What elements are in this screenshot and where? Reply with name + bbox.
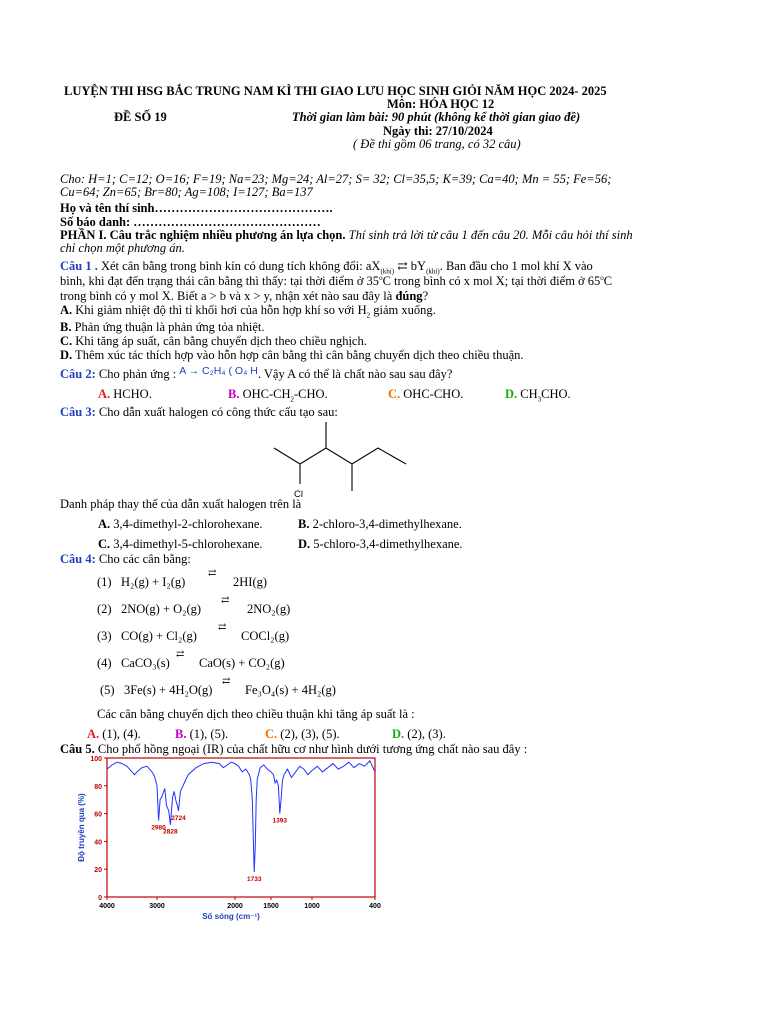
q4-equilibrium-4 bbox=[97, 656, 170, 671]
q1-optA-end: giảm xuống. bbox=[370, 303, 436, 317]
q2-optB-letter: B. bbox=[228, 387, 240, 401]
exam-date: Ngày thi: 27/10/2024 bbox=[383, 124, 493, 138]
q4-equilibrium-1 bbox=[97, 575, 185, 590]
ir-y-tick-label: 40 bbox=[94, 839, 102, 847]
exam-subject: Môn: HÓA HỌC 12 bbox=[387, 97, 495, 111]
ir-peak-label: 2828 bbox=[163, 828, 178, 836]
q1-sub-b: (khí) bbox=[426, 267, 440, 276]
exam-header-line: LUYỆN THI HSG BẮC TRUNG NAM KÌ THI GIAO LƯU HỌC SINH GIỎI NĂM HỌC 2024- 2025 bbox=[64, 84, 607, 98]
eq-number: (5) bbox=[100, 683, 115, 697]
q2-option-a[interactable] bbox=[98, 387, 152, 402]
part1-title: PHẦN I. Câu trắc nghiệm nhiều phương án lựa chọn. bbox=[60, 228, 346, 242]
q1-optA-text: Khi giảm nhiệt độ thì tỉ khối hơi của hỗn hợp khí so với H bbox=[72, 303, 367, 317]
eq-number: (2) bbox=[97, 602, 112, 616]
eq-arrow: ⇄ bbox=[222, 676, 231, 687]
q3-optA-text: 3,4-dimethyl-2-chlorohexane. bbox=[110, 517, 263, 531]
q5-label: Câu 5. bbox=[60, 742, 95, 756]
q4-optA-letter: A. bbox=[87, 727, 100, 741]
eq-lhs: H₂(g) + I₂(g) bbox=[120, 575, 186, 589]
q1-optC-letter: C. bbox=[60, 334, 73, 348]
q1-line3c: ? bbox=[422, 289, 429, 303]
q3-option-b[interactable] bbox=[298, 517, 462, 532]
eq-rhs: 2HI(g) bbox=[233, 575, 268, 589]
ir-x-axis-label: Số sóng (cm⁻¹) bbox=[202, 912, 260, 921]
q1-optB-text: Phản ứng thuận là phản ứng tỏa nhiệt. bbox=[71, 320, 265, 334]
ir-spectrum-chart bbox=[70, 754, 390, 924]
q1-sub-a: (khí) bbox=[380, 267, 395, 276]
q1-option-c[interactable] bbox=[60, 334, 367, 349]
q3-skeletal-structure bbox=[260, 418, 420, 500]
q3-main-chain bbox=[274, 448, 406, 464]
q2-reaction-scheme: A → C₂H₄ ( O₄ H bbox=[179, 365, 258, 377]
q3-text: Cho dẫn xuất halogen có công thức cấu tạo sau: bbox=[95, 405, 338, 419]
q2-optB-sub: 2 bbox=[290, 395, 295, 404]
eq-number: (4) bbox=[97, 656, 112, 670]
ir-peak-label: 1733 bbox=[246, 875, 262, 883]
q2-optC-letter: C. bbox=[388, 387, 401, 401]
q4-optD-text: (2), (3). bbox=[404, 727, 446, 741]
q1-label: Câu 1 . bbox=[60, 259, 98, 273]
q1-text-a: Xét cân bằng trong bình kín có dung tích không đổi: aX bbox=[97, 259, 381, 273]
q4-option-c[interactable] bbox=[265, 727, 340, 742]
eq-rhs: Fe₃O₄(s) + 4H₂(g) bbox=[245, 683, 336, 697]
q2-option-b[interactable] bbox=[228, 387, 328, 404]
exam-time: Thời gian làm bài: 90 phút (không kể thời gian giao đề) bbox=[292, 110, 581, 124]
q1-option-a[interactable] bbox=[60, 303, 436, 320]
ir-x-tick-label: 400 bbox=[369, 903, 381, 910]
q2-optA-letter: A. bbox=[98, 387, 111, 401]
q1-stem bbox=[60, 258, 593, 276]
q2-option-c[interactable] bbox=[388, 387, 463, 402]
ir-plot-area bbox=[107, 761, 375, 883]
q1-optA-letter: A. bbox=[60, 303, 73, 317]
q3-optC-letter: C. bbox=[98, 537, 111, 551]
part1-instruction: Thí sinh trả lời từ câu 1 đến câu 20. Mỗi câu hỏi thí sinh chỉ chọn một phương án. bbox=[60, 228, 633, 255]
q1-optD-letter: D. bbox=[60, 348, 73, 362]
q4-equilibrium-2 bbox=[97, 602, 201, 617]
eq-lhs: CO(g) + Cl₂(g) bbox=[120, 629, 197, 643]
q1-line3a: trong bình có y mol X. Biết a > b và x > y, nhận xét nào sau đây là bbox=[60, 289, 396, 303]
q4-option-b[interactable] bbox=[175, 727, 228, 742]
q3-option-a[interactable] bbox=[98, 517, 263, 532]
q2-optB-end: -CHO. bbox=[294, 387, 328, 401]
q4-optC-text: (2), (3), (5). bbox=[277, 727, 340, 741]
q1-line3b: đúng bbox=[395, 289, 423, 303]
q4-question: Các cân bằng chuyển dịch theo chiều thuận khi tăng áp suất là : bbox=[97, 707, 415, 721]
q1-optB-letter: B. bbox=[60, 320, 72, 334]
q4-optC-letter: C. bbox=[265, 727, 278, 741]
q4-optB-text: (1), (5). bbox=[186, 727, 229, 741]
q2-label: Câu 2: bbox=[60, 367, 96, 381]
q2-optB-text: OHC-CH bbox=[239, 387, 291, 401]
q2-text-b: . Vậy A có thể là chất nào sau sau đây? bbox=[257, 367, 453, 381]
q4-optA-text: (1), (4). bbox=[99, 727, 141, 741]
ir-peak-label: 1393 bbox=[272, 817, 288, 825]
q2-optD-sub: 3 bbox=[537, 395, 542, 404]
candidate-id: Số báo danh: ……………………………………… bbox=[60, 215, 321, 229]
q1-line3 bbox=[60, 289, 428, 304]
atomic-masses: Cho: H=1; C=12; O=16; F=19; Na=23; Mg=24; Al=27; S= 32; Cl=35,5; K=39; Ca=40; Mn = 55; Fe=56; Cu=64; Zn=65; Br=80; Ag=108; I=127; Ba=137 bbox=[60, 172, 612, 199]
ir-y-tick-label: 100 bbox=[90, 756, 102, 763]
q2-optD-end: CHO. bbox=[541, 387, 571, 401]
q3-label: Câu 3: bbox=[60, 405, 96, 419]
q1-line2 bbox=[60, 274, 612, 289]
eq-arrow: ⇄ bbox=[218, 622, 227, 633]
q3-question: Danh pháp thay thế của dẫn xuất halogen trên là bbox=[60, 497, 302, 511]
q3-optA-letter: A. bbox=[98, 517, 111, 531]
candidate-name: Họ và tên thí sinh……………………………………. bbox=[60, 201, 333, 215]
q4-label: Câu 4: bbox=[60, 552, 96, 566]
eq-rhs: COCl₂(g) bbox=[241, 629, 290, 643]
ir-y-tick-label: 80 bbox=[94, 783, 102, 791]
q4-equilibrium-5 bbox=[100, 683, 212, 698]
q1-text-c: . Ban đầu cho 1 mol khí X vào bbox=[439, 259, 593, 273]
q1-line2-text: bình, khi đạt đến trạng thái cân bằng thì thấy: tại thời điểm ở 35 bbox=[60, 274, 380, 289]
ir-y-tick-label: 20 bbox=[94, 867, 102, 875]
ir-peak-label: 2980 bbox=[151, 824, 166, 832]
eq-rhs: CaO(s) + CO₂(g) bbox=[199, 656, 285, 670]
ir-y-tick-label: 60 bbox=[94, 811, 102, 819]
q1-arrow: ⇄ bbox=[394, 259, 411, 273]
q5-text: Cho phổ hồng ngoại (IR) của chất hữu cơ như hình dưới tương ứng chất nào sau đây : bbox=[94, 742, 528, 756]
q3-option-d[interactable] bbox=[298, 537, 463, 552]
q3-optB-text: 2-chloro-3,4-dimethylhexane. bbox=[309, 517, 462, 531]
q1-deg2: o bbox=[600, 274, 604, 282]
eq-lhs: 3Fe(s) + 4H₂O(g) bbox=[123, 683, 213, 697]
ir-y-tick-label: 0 bbox=[98, 895, 102, 902]
q1-deg1: o bbox=[379, 274, 383, 282]
part1-heading bbox=[60, 229, 635, 255]
q2-optD-letter: D. bbox=[505, 387, 518, 401]
q4-optB-letter: B. bbox=[175, 727, 187, 741]
eq-number: (3) bbox=[97, 629, 112, 643]
q4-text: Cho các cân bằng: bbox=[95, 552, 191, 566]
q4-option-a[interactable] bbox=[87, 727, 141, 742]
q1-option-d[interactable] bbox=[60, 348, 524, 363]
eq-rhs: 2NO₂(g) bbox=[247, 602, 291, 616]
q4-equilibrium-3 bbox=[97, 629, 197, 644]
ir-peak-label: 2724 bbox=[171, 814, 186, 822]
ir-x-tick-label: 4000 bbox=[99, 903, 115, 910]
q2-option-d[interactable] bbox=[505, 387, 571, 404]
q1-optC-text: Khi tăng áp suất, cân bằng chuyển dịch theo chiều nghịch. bbox=[72, 334, 367, 348]
q3-chlorine-label: Cl bbox=[294, 489, 303, 500]
q2-stem bbox=[60, 367, 452, 382]
q1-text-b: bY bbox=[410, 259, 427, 273]
q4-stem bbox=[60, 552, 191, 567]
ir-axes bbox=[90, 756, 381, 910]
ir-x-tick-label: 1000 bbox=[304, 903, 320, 910]
ir-y-axis-label: Độ truyền qua (%) bbox=[77, 793, 86, 862]
q3-option-c[interactable] bbox=[98, 537, 263, 552]
q4-optD-letter: D. bbox=[392, 727, 405, 741]
ir-x-tick-label: 2000 bbox=[227, 903, 243, 910]
q3-optD-letter: D. bbox=[298, 537, 311, 551]
exam-note: ( Đề thi gồm 06 trang, có 32 câu) bbox=[353, 137, 521, 151]
eq-arrow: ⇄ bbox=[208, 568, 217, 579]
q1-optD-text: Thêm xúc tác thích hợp vào hỗn hợp cân bằng thì cân bằng chuyển dịch theo chiều thuận. bbox=[72, 348, 524, 362]
eq-lhs: CaCO₃(s) bbox=[120, 656, 170, 670]
q4-option-d[interactable] bbox=[392, 727, 446, 742]
q2-optC-text: OHC-CHO. bbox=[400, 387, 464, 401]
ir-frame bbox=[107, 758, 375, 897]
eq-arrow: ⇄ bbox=[176, 649, 185, 660]
q3-optB-letter: B. bbox=[298, 517, 310, 531]
q2-optA-text: HCHO. bbox=[110, 387, 152, 401]
ir-spectrum-line bbox=[107, 761, 375, 872]
q2-text-a: Cho phản ứng : bbox=[95, 367, 180, 381]
ir-x-tick-label: 3000 bbox=[149, 903, 165, 910]
eq-lhs: 2NO(g) + O₂(g) bbox=[120, 602, 202, 616]
q1-line2c-text: C bbox=[603, 274, 613, 289]
q2-optD-text: CH bbox=[517, 387, 538, 401]
q1-option-b[interactable] bbox=[60, 320, 265, 335]
q1-line2b-text: C trong bình có x mol X; tại thời điểm ở 65 bbox=[382, 274, 601, 289]
q1-optA-sub: 2 bbox=[366, 311, 371, 320]
ir-x-tick-label: 1500 bbox=[263, 903, 279, 910]
q3-optD-text: 5-chloro-3,4-dimethylhexane. bbox=[310, 537, 463, 551]
q3-optC-text: 3,4-dimethyl-5-chlorohexane. bbox=[110, 537, 263, 551]
eq-number: (1) bbox=[97, 575, 112, 589]
exam-number: ĐỀ SỐ 19 bbox=[114, 110, 167, 124]
eq-arrow: ⇄ bbox=[221, 595, 230, 606]
